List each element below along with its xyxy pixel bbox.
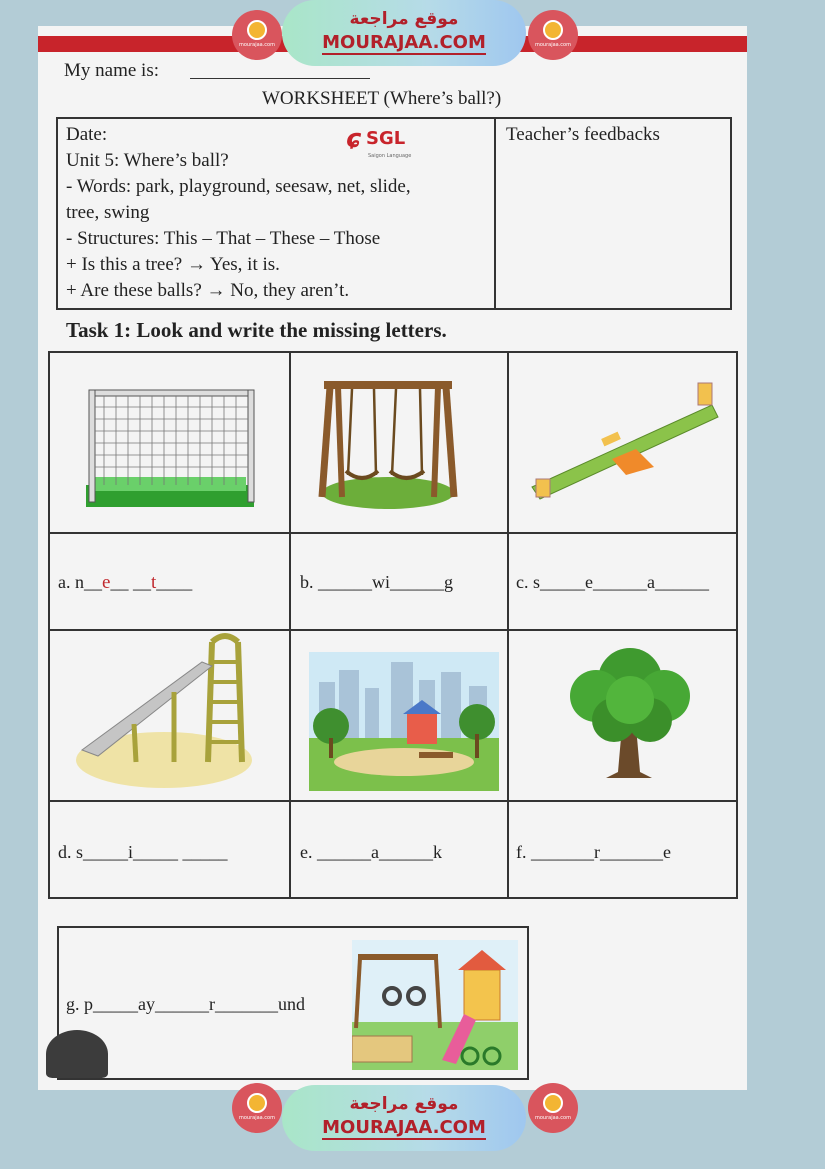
watermark-arabic: موقع مراجعة: [349, 1094, 459, 1114]
tree-picture: [560, 640, 700, 782]
grid-row-divider: [48, 800, 738, 802]
watermark-arabic: موقع مراجعة: [349, 9, 459, 29]
item-g-text: g. p_____ay______r_______und: [66, 994, 305, 1014]
scan-smudge: [46, 1030, 108, 1078]
item-a-text: a. n__e__ __t____: [58, 572, 193, 593]
swing-picture: [318, 375, 458, 510]
item-a-answer-1: e: [102, 572, 111, 593]
unit-title: Unit 5: Where’s ball?: [66, 150, 229, 171]
item-c-text: c. s_____e______a______: [516, 572, 709, 592]
structures-line: - Structures: This – That – These – Those: [66, 228, 381, 249]
grid-row-divider: [48, 629, 738, 631]
watermark-banner-bottom[interactable]: [282, 1085, 526, 1151]
task-title: Task 1: Look and write the missing letters.: [66, 318, 447, 342]
slide-picture: [74, 632, 254, 792]
teacher-feedback-label: Teacher’s feedbacks: [506, 124, 660, 145]
example-line-1: + Is this a tree? → Yes, it is.: [66, 254, 280, 275]
info-divider: [494, 117, 496, 310]
item-b-text: b. ______wi______g: [300, 572, 453, 592]
watermark-site-link[interactable]: MOURAJAA.COM: [322, 1117, 486, 1138]
grid-col-divider: [507, 351, 509, 899]
item-a-answer-2: t: [150, 572, 157, 593]
words-line-2: tree, swing: [66, 202, 150, 223]
seesaw-picture: [526, 375, 721, 510]
date-label: Date:: [66, 124, 108, 145]
words-line-1: - Words: park, playground, seesaw, net, slide,: [66, 176, 411, 197]
name-blank-line: [190, 78, 370, 79]
grid-row-divider: [48, 532, 738, 534]
name-label: My name is:: [64, 60, 159, 81]
watermark-logo-icon: mourajaa.com: [232, 1083, 282, 1133]
watermark-banner-top[interactable]: [282, 0, 526, 66]
playground-picture: [352, 940, 518, 1070]
item-f-text: f. _______r_______e: [516, 842, 671, 862]
grid-col-divider: [289, 351, 291, 899]
watermark-logo-icon: mourajaa.com: [528, 1083, 578, 1133]
park-picture: [309, 652, 499, 791]
worksheet-title: WORKSHEET (Where’s ball?): [262, 88, 502, 109]
watermark-logo-icon: mourajaa.com: [528, 10, 578, 60]
watermark-site-link[interactable]: MOURAJAA.COM: [322, 32, 486, 53]
example-line-2: + Are these balls? → No, they aren’t.: [66, 280, 350, 301]
item-d-text: d. s_____i_____ _____: [58, 842, 228, 862]
soccer-net-picture: [84, 385, 259, 510]
item-e-text: e. ______a______k: [300, 842, 442, 862]
watermark-logo-icon: mourajaa.com: [232, 10, 282, 60]
